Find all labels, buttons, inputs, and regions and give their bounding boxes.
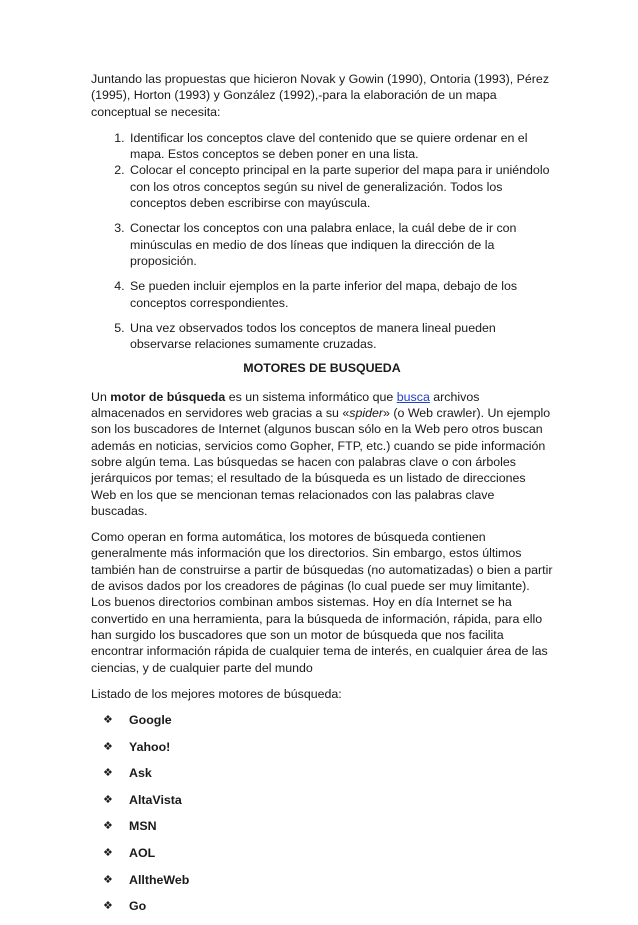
engine-name: Ask [129, 766, 152, 781]
diamond-bullet-icon: ❖ [103, 793, 113, 806]
document-body [91, 71, 553, 925]
steps-list [91, 130, 553, 353]
diamond-bullet-icon: ❖ [103, 900, 113, 913]
step-item: 3. Conectar los conceptos con una palabra enlace, la cuál debe de ir con minúsculas en medio de dos líneas que indiquen la dirección de la proposición. [128, 220, 553, 269]
step-item: 1. Identificar los conceptos clave del contenido que se quiere ordenar en el mapa. Estos conceptos se deben poner en una lista. [128, 130, 553, 163]
engine-item [103, 792, 553, 808]
engines-list [91, 712, 553, 914]
engines-list-intro: Listado de los mejores motores de búsqueda: [91, 686, 342, 701]
term-motor-de-busqueda: motor de búsqueda [110, 389, 226, 404]
engine-item [103, 845, 553, 861]
step-item: 2. Colocar el concepto principal en la parte superior del mapa para ir uniéndolo con los otros conceptos según su nivel de generalización. Todos los conceptos deben escribirse con mayúscula. [128, 162, 553, 211]
engine-name: Yahoo! [129, 739, 171, 754]
definition-paragraph [91, 389, 553, 519]
step-item: 5. Una vez observados todos los conceptos de manera lineal pueden observarse relaciones sumamente cruzadas. [128, 320, 553, 353]
para-text: archivos almacenados en servidores web gracias a su « [91, 389, 480, 421]
engine-item [103, 739, 553, 755]
engine-name: AlltheWeb [129, 872, 190, 887]
step-item: 4. Se pueden incluir ejemplos en la parte inferior del mapa, debajo de los conceptos correspondientes. [128, 278, 553, 311]
para-text: » (o Web crawler). Un ejemplo son los buscadores de Internet (algunos buscan sólo en la Web pero otros buscan además en noticias, servicios como Gopher, FTP, etc.) cuando se pide información sobre algún tema. Las búsquedas se hacen con palabras clave o con árboles jerárquicos por temas; el resultado de la búsqueda es un listado de direcciones Web en los que se mencionan temas relacionados con las palabras clave buscadas. [91, 406, 551, 518]
diamond-bullet-icon: ❖ [103, 820, 113, 833]
busca-link[interactable]: busca [396, 389, 430, 404]
spider-term: spider [349, 406, 384, 421]
diamond-bullet-icon: ❖ [103, 847, 113, 860]
engine-name: Google [129, 712, 172, 727]
engine-item [103, 872, 553, 888]
engine-item [103, 898, 553, 914]
section-title: MOTORES DE BUSQUEDA [243, 361, 401, 376]
engine-item [103, 712, 553, 728]
intro-paragraph: Juntando las propuestas que hicieron Novak y Gowin (1990), Ontoria (1993), Pérez (1995), Horton (1993) y González (1992),-para la elaboración de un mapa conceptual se necesita: [91, 72, 550, 119]
engine-name: MSN [129, 819, 157, 834]
engine-item [103, 818, 553, 834]
para-text: Un [91, 389, 111, 404]
engine-name: AOL [129, 845, 156, 860]
engine-item [103, 765, 553, 781]
engine-name: AltaVista [129, 792, 182, 807]
diamond-bullet-icon: ❖ [103, 714, 113, 727]
para-text: es un sistema informático que [225, 389, 397, 404]
operation-paragraph: Como operan en forma automática, los motores de búsqueda contienen generalmente más información que los directorios. Sin embargo, estos últimos también han de construirse a partir de búsquedas (no automatizadas) o bien a partir de avisos dados por los creadores de páginas (lo cual puede ser muy limitante). Los buenos directorios combinan ambos sistemas. Hoy en día Internet se ha convertido en una herramienta, para la búsqueda de información, rápida, para ello han surgido los buscadores que son un motor de búsqueda que nos facilita encontrar información rápida de cualquier tema de interés, en cualquier área de las ciencias, y de cualquier parte del mundo [91, 530, 553, 675]
engine-name: Go [129, 899, 147, 914]
diamond-bullet-icon: ❖ [103, 740, 113, 753]
diamond-bullet-icon: ❖ [103, 873, 113, 886]
diamond-bullet-icon: ❖ [103, 767, 113, 780]
